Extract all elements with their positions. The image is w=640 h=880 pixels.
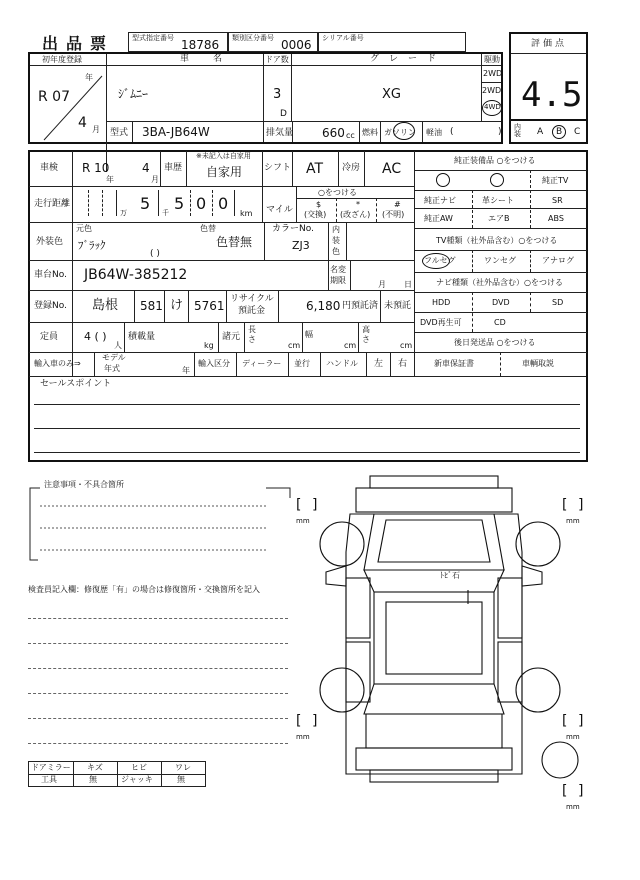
vehicle-history: 自家用 bbox=[206, 165, 243, 179]
type-number-box: 型式指定番号 18786 bbox=[128, 32, 228, 52]
sunroof-icon bbox=[436, 173, 450, 187]
first-reg-era: R 07 bbox=[38, 89, 70, 105]
color-number: ZJ3 bbox=[292, 239, 310, 252]
legend-table: ドアミラー キズ ヒビ ワレ 工具 無 ジャッキ 無 bbox=[28, 761, 206, 787]
capacity: 4 ( ) bbox=[84, 330, 107, 343]
fuel-gasoline: ガソリン bbox=[384, 128, 416, 137]
form-title: 出品票 bbox=[42, 34, 115, 53]
recycle-fee: 6,180 bbox=[306, 299, 341, 313]
grade-score-box: 評価点 4.5 bbox=[509, 32, 588, 144]
first-reg-month: 4 bbox=[78, 115, 87, 131]
mileage-digit-3: 0 bbox=[218, 194, 229, 213]
inspection-month: 4 bbox=[142, 161, 150, 175]
grade-score: 4.5 bbox=[521, 75, 583, 115]
serial-box: シリアル番号 bbox=[318, 32, 466, 52]
registration-class: 581 bbox=[140, 299, 163, 313]
door-count: 3 bbox=[273, 87, 282, 102]
chassis-number: JB64W-385212 bbox=[84, 267, 188, 283]
inspection-date: R 10 bbox=[82, 161, 110, 175]
registration-number: 5761 bbox=[194, 299, 225, 313]
caution-box bbox=[26, 484, 296, 564]
type-number: 18786 bbox=[181, 38, 220, 52]
vehicle-basic-table: 初年度登録 車名 ドア数 グレード 駆動 R 07 年 4 月 ｼﾞﾑﾆｰ 3 D XG 2WD 2WD 4WD 型式 3BA-JB64W 排気量 660 cc 燃料 ガソリン 軽油 ( ) bbox=[28, 52, 503, 144]
mileage-boxes: 万 5 千 5 0 0 km bbox=[78, 190, 258, 220]
registration-kana: け bbox=[170, 298, 184, 313]
repaint-status: 色替無 bbox=[216, 235, 253, 249]
mileage-digit-1: 5 bbox=[174, 194, 185, 213]
drive-4wd: 4WD bbox=[484, 103, 501, 111]
original-color: ﾌﾞﾗｯｸ bbox=[78, 239, 106, 252]
car-name: ｼﾞﾑﾆｰ bbox=[118, 87, 149, 101]
mileage-man: 5 bbox=[140, 194, 151, 213]
damage-label: ﾄﾋﾞ石 bbox=[440, 571, 460, 580]
ac-type: AC bbox=[382, 161, 402, 177]
model-code: 3BA-JB64W bbox=[142, 125, 210, 139]
interior-b: B bbox=[556, 127, 563, 137]
displacement: 660 bbox=[322, 126, 345, 140]
shift-type: AT bbox=[306, 161, 324, 177]
mileage-digit-2: 0 bbox=[196, 194, 207, 213]
aluminum-wheel-icon bbox=[490, 173, 504, 187]
class-number: 0006 bbox=[281, 38, 312, 52]
registration-area: 島根 bbox=[92, 298, 119, 313]
grade: XG bbox=[382, 87, 401, 102]
equipment-panel: 純正装備品 ○をつける 純正TV 純正ナビ 革シート SR 純正AW エアB ABS TV種類（社外品含む）○をつける フルセグ ワンセグ アナログ ナビ種類（社外品含む）○をつける HDD DVD SD DVD再生可 CD 後日発送品 ○をつける 新車保証書 車輌取説 bbox=[414, 151, 587, 376]
class-number-box: 類別区分番号 0006 bbox=[228, 32, 318, 52]
interior-grade-box: 内装 A B C bbox=[509, 119, 588, 144]
car-damage-diagram bbox=[290, 474, 590, 814]
